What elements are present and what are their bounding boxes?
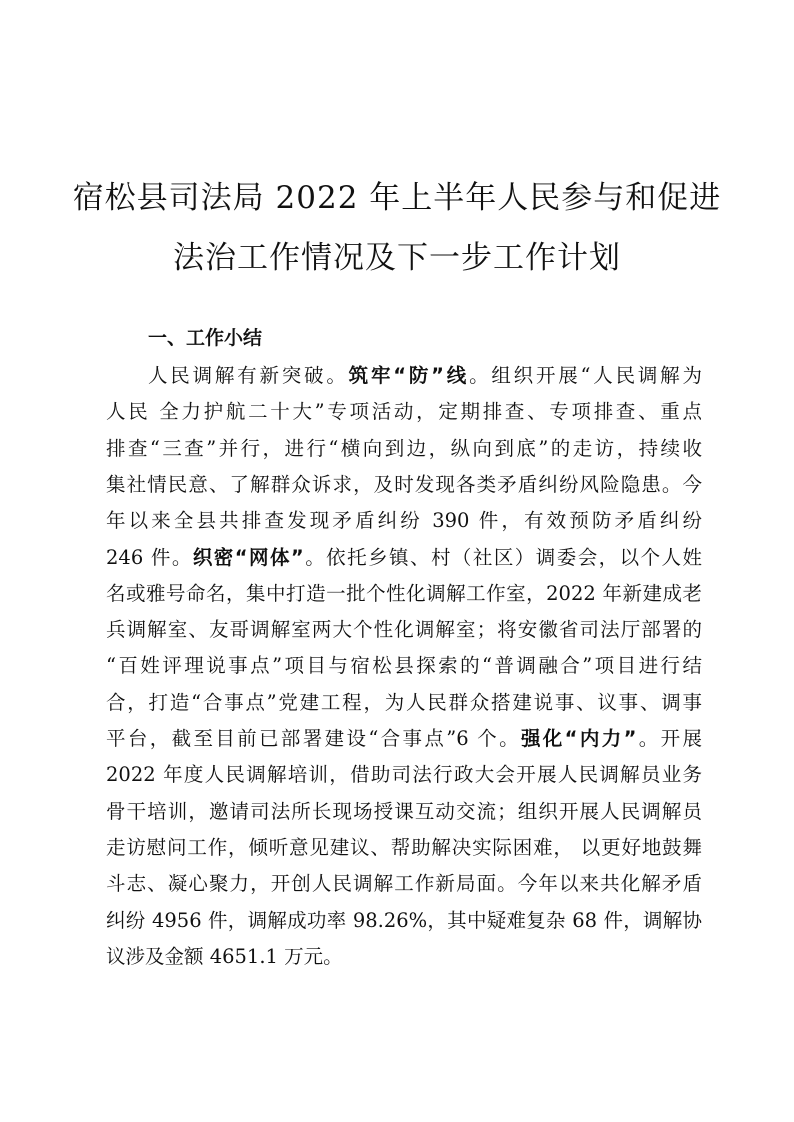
section-heading: 一、工作小结: [148, 327, 263, 349]
body-line: [106, 761, 702, 789]
text-run: 走访慰问工作，倾听意见建议、帮助解决实际困难， 以更好地鼓舞: [106, 835, 702, 859]
text-run: 。开展: [636, 727, 702, 750]
body-line: [106, 689, 702, 717]
body-line: [106, 507, 702, 535]
text-run: 纠纷 4956 件，调解成功率 98.26%，其中疑难复杂 68 件，调解协: [106, 908, 702, 932]
text-run: 骨干培训，邀请司法所长现场授课互动交流；组织开展人民调解员: [106, 799, 702, 823]
body-line: [106, 725, 702, 753]
text-run: 。依托乡镇、村（社区）调委会，以个人姓: [303, 545, 702, 569]
body-line: [106, 834, 702, 862]
document-title-line-1: 宿松县司法局 2022 年上半年人民参与和促进: [72, 180, 722, 216]
document-title-line-2: 法治工作情况及下一步工作计划: [173, 240, 621, 276]
bold-phrase: 筑牢“防”线: [348, 364, 470, 387]
text-run: 排查“三查”并行，进行“横向到边，纵向到底”的走访，持续收: [106, 436, 702, 460]
body-line: [148, 362, 702, 390]
text-run: 246 件。: [106, 545, 193, 569]
text-run: 。组织开展“人民调解为: [469, 364, 702, 387]
text-run: 集社情民意、了解群众诉求，及时发现各类矛盾纠纷风险隐患。今: [106, 472, 702, 496]
text-run: 合，打造“合事点”党建工程，为人民群众搭建说事、议事、调事: [106, 690, 702, 714]
text-run: 平台，截至目前已部署建设“合事点”6 个。: [106, 727, 521, 750]
text-run: 斗志、凝心聚力，开创人民调解工作新局面。今年以来共化解矛盾: [106, 872, 702, 896]
body-line: [106, 907, 702, 935]
body-line: [106, 435, 702, 463]
body-line: [106, 544, 702, 572]
body-line: [106, 870, 702, 898]
text-run: 2022 年度人民调解培训，借助司法行政大会开展人民调解员业务: [106, 763, 702, 787]
text-run: 议涉及金额 4651.1 万元。: [106, 944, 343, 968]
text-run: 人民 全力护航二十大”专项活动，定期排查、专项排查、重点: [106, 400, 702, 424]
bold-phrase: 织密“网体”: [192, 545, 304, 569]
body-line: [106, 398, 702, 426]
body-line: [106, 798, 702, 826]
text-run: 年以来全县共排查发现矛盾纠纷 390 件，有效预防矛盾纠纷: [106, 509, 702, 533]
body-line: [106, 652, 702, 680]
bold-phrase: 强化“内力”: [520, 727, 637, 750]
body-line: [106, 616, 702, 644]
text-run: 兵调解室、友哥调解室两大个性化调解室；将安徽省司法厅部署的: [106, 618, 702, 642]
text-run: 名或雅号命名，集中打造一批个性化调解工作室，2022 年新建成老: [106, 581, 702, 605]
body-line: [106, 943, 702, 971]
text-run: 人民调解有新突破。: [148, 364, 349, 387]
body-line: [106, 471, 702, 499]
body-line: [106, 580, 702, 608]
text-run: “百姓评理说事点”项目与宿松县探索的“普调融合”项目进行结: [106, 654, 702, 678]
